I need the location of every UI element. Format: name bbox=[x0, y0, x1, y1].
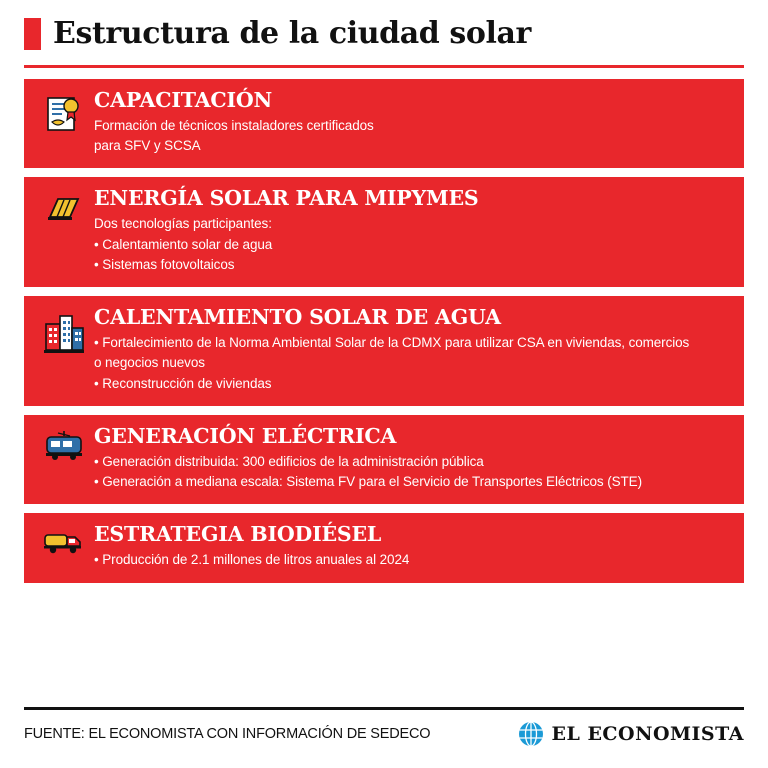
section-generacion-electrica bbox=[24, 415, 744, 504]
section-calentamiento-solar-agua bbox=[24, 296, 744, 406]
certificate-document-icon bbox=[36, 89, 92, 137]
section-body bbox=[92, 187, 732, 275]
source-note: FUENTE: EL ECONOMISTA CON INFORMACIÓN DE SEDECO bbox=[24, 726, 431, 742]
tram-icon bbox=[36, 425, 92, 463]
footer-divider bbox=[24, 707, 744, 710]
section-line: Formación de técnicos instaladores certificados bbox=[94, 117, 374, 133]
section-body bbox=[92, 89, 732, 156]
header bbox=[24, 0, 744, 50]
fuel-truck-icon bbox=[36, 523, 92, 557]
solar-panel-icon bbox=[36, 187, 92, 225]
section-capacitacion bbox=[24, 79, 744, 168]
section-line: para SFV y SCSA bbox=[94, 138, 201, 154]
section-line: • Producción de 2.1 millones de litros anuales al 2024 bbox=[94, 552, 410, 568]
brand-name: EL ECONOMISTA bbox=[551, 723, 744, 745]
section-title: ESTRATEGIA BIODIÉSEL bbox=[94, 522, 382, 547]
section-line: • Calentamiento solar de agua bbox=[94, 236, 273, 252]
section-body bbox=[92, 425, 732, 492]
section-title: CALENTAMIENTO SOLAR DE AGUA bbox=[94, 305, 501, 330]
footer bbox=[24, 714, 744, 754]
header-accent-mark bbox=[24, 18, 41, 50]
section-line: • Fortalecimiento de la Norma Ambiental Solar de la CDMX para utilizar CSA en viviendas, comercios bbox=[94, 335, 690, 351]
section-estrategia-biodiesel bbox=[24, 513, 744, 582]
section-line: • Generación a mediana escala: Sistema FV para el Servicio de Transportes Eléctricos (STE) bbox=[94, 474, 642, 490]
section-title: ENERGÍA SOLAR PARA MIPYMES bbox=[94, 186, 479, 211]
page-title: Estructura de la ciudad solar bbox=[53, 16, 531, 51]
section-title: GENERACIÓN ELÉCTRICA bbox=[94, 423, 397, 448]
buildings-icon bbox=[36, 306, 92, 356]
brand-logo bbox=[518, 721, 744, 747]
header-divider bbox=[24, 65, 744, 68]
section-line: • Sistemas fotovoltaicos bbox=[94, 256, 235, 272]
section-line: • Reconstrucción de viviendas bbox=[94, 375, 272, 391]
globe-icon bbox=[518, 721, 544, 747]
section-line: o negocios nuevos bbox=[94, 355, 205, 371]
section-title: CAPACITACIÓN bbox=[94, 88, 273, 112]
section-list bbox=[24, 79, 744, 583]
section-line: Dos tecnologías participantes: bbox=[94, 216, 272, 232]
section-energia-solar-mipymes bbox=[24, 177, 744, 287]
section-body bbox=[92, 306, 732, 394]
section-line: • Generación distribuida: 300 edificios de la administración pública bbox=[94, 453, 484, 469]
section-body bbox=[92, 523, 732, 570]
